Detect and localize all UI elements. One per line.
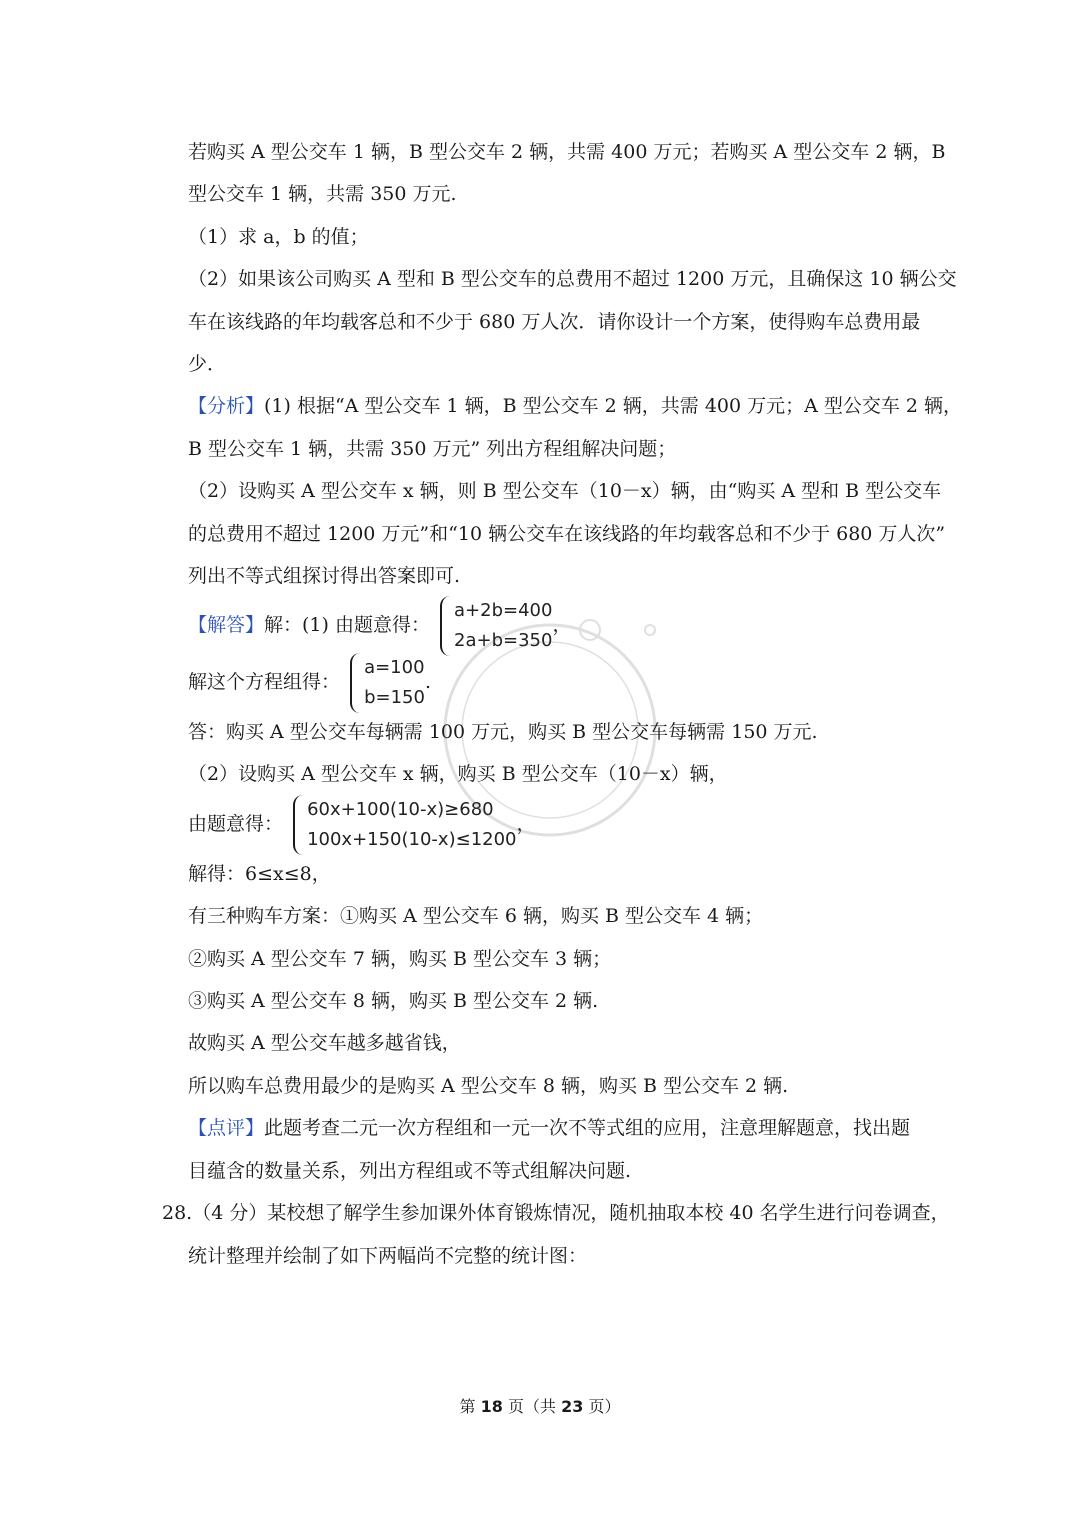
solve-line (188, 650, 431, 714)
plan-2: ②购买 A 型公交车 7 辆，购买 B 型公交车 3 辆； (188, 948, 612, 970)
page-footer (0, 1394, 1080, 1417)
analysis-line-5: 列出不等式组探讨得出答案即可. (188, 565, 461, 587)
question-2-line-2: 车在该线路的年均载客总和不少于 680 万人次．请你设计一个方案，使得购车总费用最 (188, 311, 921, 333)
problem-line-2: 型公交车 1 辆，共需 350 万元. (188, 183, 457, 205)
comment-line-1 (188, 1113, 910, 1143)
footer-middle: 页（共 (502, 1397, 562, 1416)
solution-a: a=100 (364, 657, 425, 678)
analysis-line-1 (188, 391, 962, 421)
inequality-1: 60x+100(10-x)≥680 (307, 799, 494, 820)
final-answer: 所以购车总费用最少的是购买 A 型公交车 8 辆，购买 B 型公交车 2 辆. (188, 1075, 789, 1097)
analysis-line-4: 的总费用不超过 1200 万元”和“10 辆公交车在该线路的年均载客总和不少于 680 万人次” (188, 523, 946, 545)
equation-1b: 2a+b=350 (454, 630, 553, 651)
question-2-line-1: （2）如果该公司购买 A 型和 B 型公交车的总费用不超过 1200 万元，且确保这 10 辆公交 (188, 268, 957, 290)
footer-prefix: 第 (459, 1397, 481, 1416)
answer-1-conclusion: 答：购买 A 型公交车每辆需 100 万元，购买 B 型公交车每辆需 150 万元. (188, 721, 818, 743)
answer-2-setup: （2）设购买 A 型公交车 x 辆，购买 B 型公交车（10－x）辆， (188, 763, 728, 785)
plan-3: ③购买 A 型公交车 8 辆，购买 B 型公交车 2 辆. (188, 990, 599, 1012)
answer-2-line (188, 792, 536, 856)
analysis-text-1: (1) 根据“A 型公交车 1 辆，B 型公交车 2 辆，共需 400 万元；A 型公交车 2 辆， (264, 395, 963, 417)
inequality-system (293, 795, 516, 855)
solution-range: 解得：6≤x≤8， (188, 863, 331, 885)
footer-suffix: 页） (583, 1397, 621, 1416)
question-2-line-3: 少． (188, 353, 227, 375)
comment-line-2: 目蕴含的数量关系，列出方程组或不等式组解决问题. (188, 1160, 632, 1182)
analysis-line-3: （2）设购买 A 型公交车 x 辆，则 B 型公交车（10－x）辆，由“购买 A 型和 B 型公交车 (188, 480, 942, 502)
question-28-line-1: 28.（4 分）某校想了解学生参加课外体育锻炼情况，随机抽取本校 40 名学生进行问卷调查， (162, 1202, 950, 1224)
system-3-suffix: ， (516, 813, 536, 835)
equation-system-2 (350, 653, 425, 713)
system-2-suffix: . (424, 671, 431, 693)
problem-line-1: 若购买 A 型公交车 1 辆，B 型公交车 2 辆，共需 400 万元；若购买 A 型公交车 2 辆，B (188, 141, 946, 163)
plans-intro: 有三种购车方案：①购买 A 型公交车 6 辆，购买 B 型公交车 4 辆； (188, 905, 764, 927)
comment-text-1: 此题考查二元一次方程组和一元一次不等式组的应用，注意理解题意，找出题 (264, 1117, 911, 1139)
therefore-line: 故购买 A 型公交车越多越省钱， (188, 1032, 461, 1054)
analysis-line-2: B 型公交车 1 辆，共需 350 万元” 列出方程组解决问题； (188, 438, 677, 460)
answer-line-1 (188, 593, 571, 657)
question-28-line-2: 统计整理并绘制了如下两幅尚不完整的统计图： (188, 1245, 588, 1267)
brace-icon (293, 795, 305, 855)
comment-tag: 【点评】 (188, 1117, 265, 1139)
equation-1a: a+2b=400 (454, 600, 553, 621)
inequality-2: 100x+150(10-x)≤1200 (307, 829, 517, 850)
solution-b: b=150 (364, 687, 425, 708)
answer-tag: 【解答】 (188, 614, 265, 636)
system-1-suffix: ， (552, 614, 572, 636)
brace-icon (440, 596, 452, 656)
analysis-tag: 【分析】 (188, 395, 265, 417)
solve-prefix: 解这个方程组得： (188, 671, 341, 693)
answer-1-prefix: 解：(1) 由题意得： (264, 614, 430, 636)
footer-total-pages: 23 (561, 1397, 584, 1416)
equation-system-1 (440, 596, 552, 656)
footer-page-number: 18 (480, 1397, 503, 1416)
answer-2-prefix: 由题意得： (188, 813, 284, 835)
question-1: （1）求 a，b 的值； (188, 226, 369, 248)
brace-icon (350, 653, 362, 713)
